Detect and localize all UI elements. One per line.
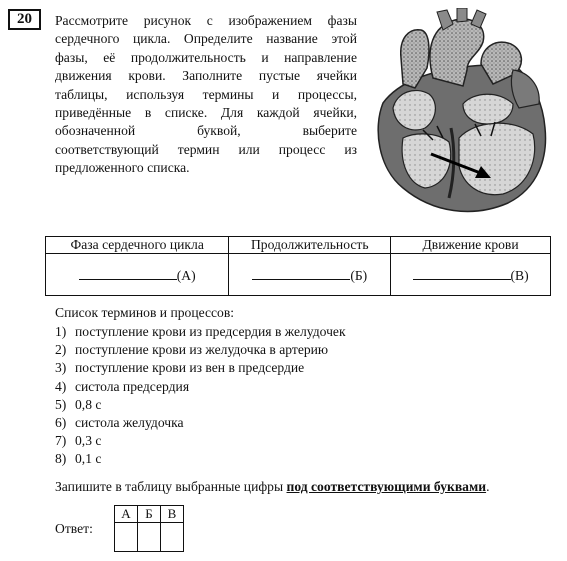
question-line: сердечного цикла. Определите название этой — [55, 31, 357, 47]
item-text: поступление крови из вен в предсердие — [75, 360, 305, 376]
item-number: 4) — [55, 378, 67, 394]
blank-line — [413, 266, 511, 280]
instruction — [55, 479, 489, 495]
item-number: 3) — [55, 360, 67, 376]
answer-box-c[interactable] — [161, 523, 184, 552]
cell-c — [391, 254, 551, 296]
answer-letter-c: В — [161, 506, 184, 523]
instruction-text: Запишите в таблицу выбранные цифры — [55, 479, 287, 494]
item-text: систола предсердия — [75, 378, 190, 394]
item-text: поступление крови из желудочка в артерию — [75, 342, 329, 358]
cell-a-label: (А) — [176, 267, 196, 283]
question-line: Рассмотрите рисунок с изображением фазы — [55, 13, 357, 28]
question-line: фазы, её продолжительность и направление — [55, 49, 357, 65]
cell-b — [229, 254, 391, 296]
instruction-emphasis: под соответствующими буквами — [286, 479, 487, 494]
heart-illustration — [363, 8, 553, 220]
answer-letter-a: А — [115, 506, 138, 523]
header-blood-flow: Движение крови — [391, 237, 551, 254]
question-line: приведённые в списке. Для каждой ячейки, — [55, 105, 357, 121]
cell-c-label: (В) — [510, 267, 529, 283]
question-text — [55, 12, 357, 178]
item-text: поступление крови из предсердия в желудочек — [75, 324, 346, 339]
item-number: 2) — [55, 342, 67, 358]
item-number: 6) — [55, 415, 67, 431]
cell-b-label: (Б) — [350, 267, 368, 283]
item-text: систола желудочка — [75, 415, 184, 431]
item-text: 0,3 с — [75, 433, 102, 449]
item-text: 0,1 с — [75, 451, 102, 467]
item-number: 5) — [55, 396, 67, 412]
item-number: 8) — [55, 451, 67, 467]
question-line: предложенного списка. — [55, 160, 190, 176]
list-item — [55, 359, 346, 377]
header-phase: Фаза сердечного цикла — [46, 237, 229, 254]
list-item — [55, 341, 346, 359]
item-number: 7) — [55, 433, 67, 449]
answer-box-a[interactable] — [115, 523, 138, 552]
answer-letter-b: Б — [138, 506, 161, 523]
list-item — [55, 414, 346, 432]
instruction-period: . — [486, 479, 490, 494]
item-number: 1) — [55, 324, 67, 339]
answer-grid — [114, 505, 184, 552]
list-item — [55, 396, 346, 414]
list-item — [55, 432, 346, 450]
left-atrium — [463, 94, 513, 124]
blank-line — [252, 266, 350, 280]
answer-label: Ответ: — [55, 521, 93, 536]
header-duration: Продолжительность — [229, 237, 391, 254]
question-number: 20 — [8, 9, 41, 30]
list-item — [55, 450, 346, 468]
answer-box-b[interactable] — [138, 523, 161, 552]
blank-line — [79, 266, 177, 280]
question-line: таблицы, используя термины и процессы, — [55, 86, 357, 102]
list-item — [55, 323, 346, 341]
question-line: соответствующий термин или процесс из — [55, 141, 357, 157]
question-line: движения крови. Заполните пустые ячейки — [55, 68, 357, 84]
answer-table — [45, 236, 551, 296]
cell-a — [46, 254, 229, 296]
list-item — [55, 378, 346, 396]
question-line: обозначенной буквой, выберите — [55, 123, 357, 139]
terms-list — [55, 323, 346, 469]
list-title: Список терминов и процессов: — [55, 305, 235, 320]
item-text: 0,8 с — [75, 396, 102, 412]
